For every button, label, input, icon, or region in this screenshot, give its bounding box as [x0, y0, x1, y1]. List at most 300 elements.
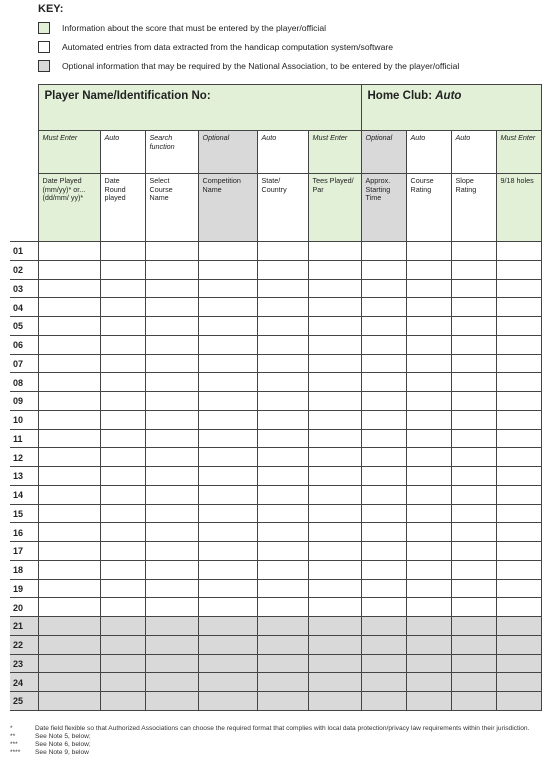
entry-cell[interactable] [198, 617, 257, 636]
entry-cell[interactable] [100, 617, 145, 636]
entry-cell[interactable] [406, 467, 451, 486]
entry-cell[interactable] [257, 467, 308, 486]
entry-cell[interactable] [406, 504, 451, 523]
entry-cell[interactable] [308, 354, 361, 373]
entry-cell[interactable] [100, 673, 145, 692]
entry-cell[interactable] [406, 448, 451, 467]
column-type: Optional [361, 131, 406, 174]
entry-cell[interactable] [257, 579, 308, 598]
entry-cell[interactable] [451, 560, 496, 579]
entry-cell[interactable] [257, 429, 308, 448]
entry-cell[interactable] [406, 260, 451, 279]
entry-cell[interactable] [406, 279, 451, 298]
entry-cell[interactable] [496, 598, 541, 617]
entry-cell[interactable] [308, 392, 361, 411]
entry-cell[interactable] [361, 373, 406, 392]
entry-cell[interactable] [198, 410, 257, 429]
entry-cell[interactable] [496, 317, 541, 336]
player-name-header [38, 85, 361, 131]
entry-cell[interactable] [496, 279, 541, 298]
entry-cell[interactable] [38, 410, 100, 429]
entry-cell[interactable] [100, 692, 145, 711]
entry-cell[interactable] [406, 617, 451, 636]
entry-cell[interactable] [406, 523, 451, 542]
entry-cell[interactable] [198, 523, 257, 542]
entry-cell[interactable] [308, 485, 361, 504]
entry-cell[interactable] [451, 542, 496, 561]
entry-cell[interactable] [145, 673, 198, 692]
entry-cell[interactable] [145, 654, 198, 673]
entry-cell[interactable] [257, 354, 308, 373]
entry-cell[interactable] [257, 523, 308, 542]
entry-cell[interactable] [361, 410, 406, 429]
table-row [10, 692, 541, 711]
entry-cell[interactable] [451, 504, 496, 523]
column-type: Optional [198, 131, 257, 174]
entry-cell[interactable] [496, 560, 541, 579]
entry-cell[interactable] [38, 523, 100, 542]
entry-cell[interactable] [38, 504, 100, 523]
table-row [10, 654, 541, 673]
entry-cell[interactable] [198, 279, 257, 298]
table-row [10, 410, 541, 429]
entry-cell[interactable] [100, 523, 145, 542]
entry-cell[interactable] [361, 335, 406, 354]
entry-cell[interactable] [38, 467, 100, 486]
entry-cell[interactable] [145, 279, 198, 298]
corner-blank [10, 85, 38, 131]
entry-cell[interactable] [198, 335, 257, 354]
entry-cell[interactable] [361, 298, 406, 317]
entry-cell[interactable] [145, 392, 198, 411]
entry-cell[interactable] [257, 298, 308, 317]
entry-cell[interactable] [198, 504, 257, 523]
entry-cell[interactable] [308, 429, 361, 448]
column-type: Must Enter [496, 131, 541, 174]
entry-cell[interactable] [145, 617, 198, 636]
row-number: 02 [10, 260, 38, 279]
entry-cell[interactable] [257, 335, 308, 354]
entry-cell[interactable] [145, 542, 198, 561]
entry-cell[interactable] [198, 354, 257, 373]
entry-cell[interactable] [361, 523, 406, 542]
entry-cell[interactable] [100, 373, 145, 392]
row-number: 17 [10, 542, 38, 561]
entry-cell[interactable] [361, 579, 406, 598]
entry-cell[interactable] [145, 429, 198, 448]
entry-cell[interactable] [145, 242, 198, 261]
entry-cell[interactable] [257, 279, 308, 298]
entry-cell[interactable] [308, 523, 361, 542]
entry-cell[interactable] [198, 560, 257, 579]
entry-cell[interactable] [406, 560, 451, 579]
entry-cell[interactable] [361, 260, 406, 279]
entry-cell[interactable] [361, 392, 406, 411]
entry-cell[interactable] [38, 617, 100, 636]
row-number: 19 [10, 579, 38, 598]
entry-cell[interactable] [308, 654, 361, 673]
entry-cell[interactable] [38, 335, 100, 354]
footnotes [10, 725, 550, 757]
entry-cell[interactable] [38, 242, 100, 261]
score-record-table [10, 84, 542, 711]
entry-cell[interactable] [308, 260, 361, 279]
entry-cell[interactable] [100, 448, 145, 467]
entry-cell[interactable] [308, 504, 361, 523]
entry-cell[interactable] [496, 429, 541, 448]
footnote-text: See Note 9, below [35, 748, 89, 756]
entry-cell[interactable] [406, 410, 451, 429]
entry-cell[interactable] [308, 560, 361, 579]
entry-cell[interactable] [406, 354, 451, 373]
entry-cell[interactable] [145, 410, 198, 429]
entry-cell[interactable] [451, 523, 496, 542]
entry-cell[interactable] [361, 635, 406, 654]
entry-cell[interactable] [257, 392, 308, 411]
entry-cell[interactable] [406, 673, 451, 692]
entry-cell[interactable] [361, 617, 406, 636]
entry-cell[interactable] [308, 410, 361, 429]
home-club-label: Home Club: [367, 90, 433, 102]
entry-cell[interactable] [198, 654, 257, 673]
entry-cell[interactable] [257, 654, 308, 673]
column-header: Approx. Starting Time [361, 174, 406, 242]
entry-cell[interactable] [496, 354, 541, 373]
entry-cell[interactable] [100, 317, 145, 336]
entry-cell[interactable] [361, 692, 406, 711]
entry-cell[interactable] [406, 298, 451, 317]
entry-cell[interactable] [496, 467, 541, 486]
row-number: 09 [10, 392, 38, 411]
row-number: 08 [10, 373, 38, 392]
entry-cell[interactable] [361, 354, 406, 373]
entry-cell[interactable] [38, 560, 100, 579]
entry-cell[interactable] [38, 485, 100, 504]
entry-cell[interactable] [496, 448, 541, 467]
entry-cell[interactable] [198, 673, 257, 692]
entry-cell[interactable] [496, 579, 541, 598]
entry-cell[interactable] [496, 504, 541, 523]
entry-cell[interactable] [257, 542, 308, 561]
entry-cell[interactable] [308, 673, 361, 692]
entry-cell[interactable] [451, 279, 496, 298]
entry-cell[interactable] [361, 448, 406, 467]
entry-cell[interactable] [38, 260, 100, 279]
entry-cell[interactable] [198, 692, 257, 711]
entry-cell[interactable] [38, 392, 100, 411]
entry-cell[interactable] [100, 279, 145, 298]
entry-cell[interactable] [406, 317, 451, 336]
entry-cell[interactable] [145, 523, 198, 542]
entry-cell[interactable] [451, 354, 496, 373]
entry-cell[interactable] [451, 598, 496, 617]
entry-cell[interactable] [406, 335, 451, 354]
column-header: Tees Played/ Par [308, 174, 361, 242]
entry-cell[interactable] [451, 673, 496, 692]
footnote-text: See Note 6, below; [35, 740, 91, 748]
entry-cell[interactable] [100, 635, 145, 654]
key-item-label: Automated entries from data extracted from the handicap computation system/software [62, 41, 394, 52]
entry-cell[interactable] [361, 560, 406, 579]
entry-cell[interactable] [496, 260, 541, 279]
entry-cell[interactable] [198, 260, 257, 279]
entry-cell[interactable] [145, 260, 198, 279]
entry-cell[interactable] [145, 598, 198, 617]
entry-cell[interactable] [451, 617, 496, 636]
entry-cell[interactable] [198, 373, 257, 392]
entry-cell[interactable] [406, 373, 451, 392]
entry-cell[interactable] [361, 317, 406, 336]
entry-cell[interactable] [451, 298, 496, 317]
entry-cell[interactable] [100, 429, 145, 448]
entry-cell[interactable] [38, 279, 100, 298]
entry-cell[interactable] [100, 504, 145, 523]
entry-cell[interactable] [257, 617, 308, 636]
entry-cell[interactable] [198, 448, 257, 467]
key-item-auto [38, 40, 393, 53]
entry-cell[interactable] [361, 429, 406, 448]
entry-cell[interactable] [198, 579, 257, 598]
entry-cell[interactable] [308, 635, 361, 654]
entry-cell[interactable] [496, 298, 541, 317]
entry-cell[interactable] [451, 392, 496, 411]
entry-cell[interactable] [361, 485, 406, 504]
table-row [10, 429, 541, 448]
entry-cell[interactable] [451, 692, 496, 711]
entry-cell[interactable] [496, 673, 541, 692]
entry-cell[interactable] [496, 410, 541, 429]
entry-cell[interactable] [38, 654, 100, 673]
entry-cell[interactable] [145, 448, 198, 467]
entry-cell[interactable] [38, 542, 100, 561]
entry-cell[interactable] [451, 467, 496, 486]
entry-cell[interactable] [496, 635, 541, 654]
entry-cell[interactable] [38, 429, 100, 448]
entry-cell[interactable] [308, 242, 361, 261]
table-row [10, 560, 541, 579]
entry-cell[interactable] [361, 279, 406, 298]
entry-cell[interactable] [451, 635, 496, 654]
entry-cell[interactable] [308, 598, 361, 617]
entry-cell[interactable] [257, 242, 308, 261]
entry-cell[interactable] [38, 298, 100, 317]
entry-cell[interactable] [38, 579, 100, 598]
table-row [10, 523, 541, 542]
entry-cell[interactable] [308, 692, 361, 711]
entry-cell[interactable] [361, 467, 406, 486]
column-header: Competition Name [198, 174, 257, 242]
entry-cell[interactable] [100, 467, 145, 486]
entry-cell[interactable] [38, 673, 100, 692]
entry-cell[interactable] [198, 392, 257, 411]
entry-cell[interactable] [451, 317, 496, 336]
entry-cell[interactable] [257, 560, 308, 579]
entry-cell[interactable] [145, 354, 198, 373]
entry-cell[interactable] [257, 485, 308, 504]
home-club-header [361, 85, 541, 131]
table-row [10, 335, 541, 354]
entry-cell[interactable] [100, 260, 145, 279]
table-row [10, 673, 541, 692]
entry-cell[interactable] [38, 598, 100, 617]
entry-cell[interactable] [496, 242, 541, 261]
entry-cell[interactable] [308, 579, 361, 598]
entry-cell[interactable] [406, 485, 451, 504]
entry-cell[interactable] [451, 579, 496, 598]
entry-cell[interactable] [257, 448, 308, 467]
entry-cell[interactable] [451, 373, 496, 392]
key-swatch-white [38, 41, 50, 53]
entry-cell[interactable] [257, 635, 308, 654]
entry-cell[interactable] [257, 673, 308, 692]
column-type: Auto [406, 131, 451, 174]
entry-cell[interactable] [308, 448, 361, 467]
entry-cell[interactable] [361, 654, 406, 673]
entry-cell[interactable] [145, 692, 198, 711]
entry-cell[interactable] [38, 635, 100, 654]
entry-cell[interactable] [257, 504, 308, 523]
row-number: 16 [10, 523, 38, 542]
entry-cell[interactable] [496, 335, 541, 354]
entry-cell[interactable] [496, 692, 541, 711]
entry-cell[interactable] [38, 354, 100, 373]
entry-cell[interactable] [308, 467, 361, 486]
entry-cell[interactable] [406, 392, 451, 411]
entry-cell[interactable] [145, 373, 198, 392]
entry-cell[interactable] [406, 598, 451, 617]
entry-cell[interactable] [361, 542, 406, 561]
column-header: Course Rating [406, 174, 451, 242]
entry-cell[interactable] [496, 373, 541, 392]
home-club-value: Auto [435, 90, 462, 102]
entry-cell[interactable] [361, 598, 406, 617]
entry-cell[interactable] [496, 485, 541, 504]
row-number: 15 [10, 504, 38, 523]
entry-cell[interactable] [406, 579, 451, 598]
entry-cell[interactable] [308, 317, 361, 336]
entry-cell[interactable] [257, 373, 308, 392]
entry-cell[interactable] [308, 373, 361, 392]
entry-cell[interactable] [100, 298, 145, 317]
entry-cell[interactable] [198, 485, 257, 504]
entry-cell[interactable] [496, 617, 541, 636]
entry-cell[interactable] [257, 317, 308, 336]
entry-cell[interactable] [38, 448, 100, 467]
entry-cell[interactable] [406, 635, 451, 654]
entry-cell[interactable] [361, 673, 406, 692]
entry-cell[interactable] [406, 692, 451, 711]
entry-cell[interactable] [406, 654, 451, 673]
entry-cell[interactable] [100, 598, 145, 617]
entry-cell[interactable] [496, 523, 541, 542]
table-row [10, 485, 541, 504]
entry-cell[interactable] [308, 298, 361, 317]
entry-cell[interactable] [198, 317, 257, 336]
table-row [10, 598, 541, 617]
table-row [10, 279, 541, 298]
entry-cell[interactable] [496, 542, 541, 561]
entry-cell[interactable] [198, 598, 257, 617]
entry-cell[interactable] [451, 448, 496, 467]
entry-cell[interactable] [198, 429, 257, 448]
entry-cell[interactable] [451, 335, 496, 354]
entry-cell[interactable] [198, 635, 257, 654]
entry-cell[interactable] [100, 354, 145, 373]
entry-cell[interactable] [38, 692, 100, 711]
entry-cell[interactable] [100, 335, 145, 354]
entry-cell[interactable] [451, 410, 496, 429]
entry-cell[interactable] [308, 335, 361, 354]
entry-cell[interactable] [100, 485, 145, 504]
entry-cell[interactable] [38, 373, 100, 392]
entry-cell[interactable] [451, 485, 496, 504]
entry-cell[interactable] [257, 692, 308, 711]
entry-cell[interactable] [100, 542, 145, 561]
player-name-label: Player Name/Identification No: [44, 90, 211, 102]
entry-cell[interactable] [100, 579, 145, 598]
entry-cell[interactable] [145, 467, 198, 486]
entry-cell[interactable] [38, 317, 100, 336]
table-row [10, 242, 541, 261]
entry-cell[interactable] [145, 335, 198, 354]
entry-cell[interactable] [406, 542, 451, 561]
entry-cell[interactable] [198, 467, 257, 486]
entry-cell[interactable] [257, 598, 308, 617]
entry-cell[interactable] [257, 410, 308, 429]
entry-cell[interactable] [100, 242, 145, 261]
entry-cell[interactable] [406, 242, 451, 261]
footnote-mark: *** [10, 740, 18, 748]
entry-cell[interactable] [406, 429, 451, 448]
footnote [10, 741, 550, 749]
entry-cell[interactable] [308, 542, 361, 561]
table-row [10, 260, 541, 279]
entry-cell[interactable] [100, 392, 145, 411]
entry-cell[interactable] [145, 560, 198, 579]
entry-cell[interactable] [361, 242, 406, 261]
footnote-mark: **** [10, 748, 21, 756]
column-header: Date Round played [100, 174, 145, 242]
entry-cell[interactable] [451, 429, 496, 448]
entry-cell[interactable] [198, 542, 257, 561]
entry-cell[interactable] [145, 317, 198, 336]
entry-cell[interactable] [496, 654, 541, 673]
column-type: Auto [100, 131, 145, 174]
row-number: 07 [10, 354, 38, 373]
entry-cell[interactable] [145, 298, 198, 317]
entry-cell[interactable] [145, 635, 198, 654]
entry-cell[interactable] [361, 504, 406, 523]
entry-cell[interactable] [145, 504, 198, 523]
entry-cell[interactable] [100, 410, 145, 429]
entry-cell[interactable] [308, 279, 361, 298]
entry-cell[interactable] [451, 260, 496, 279]
entry-cell[interactable] [145, 579, 198, 598]
entry-cell[interactable] [451, 242, 496, 261]
key-item-label: Information about the score that must be entered by the player/official [62, 22, 327, 33]
entry-cell[interactable] [308, 617, 361, 636]
entry-cell[interactable] [100, 654, 145, 673]
entry-cell[interactable] [451, 654, 496, 673]
entry-cell[interactable] [198, 298, 257, 317]
entry-cell[interactable] [100, 560, 145, 579]
entry-cell[interactable] [257, 260, 308, 279]
entry-cell[interactable] [496, 392, 541, 411]
entry-cell[interactable] [198, 242, 257, 261]
entry-cell[interactable] [145, 485, 198, 504]
row-number: 24 [10, 673, 38, 692]
key-swatch-gray [38, 60, 50, 72]
